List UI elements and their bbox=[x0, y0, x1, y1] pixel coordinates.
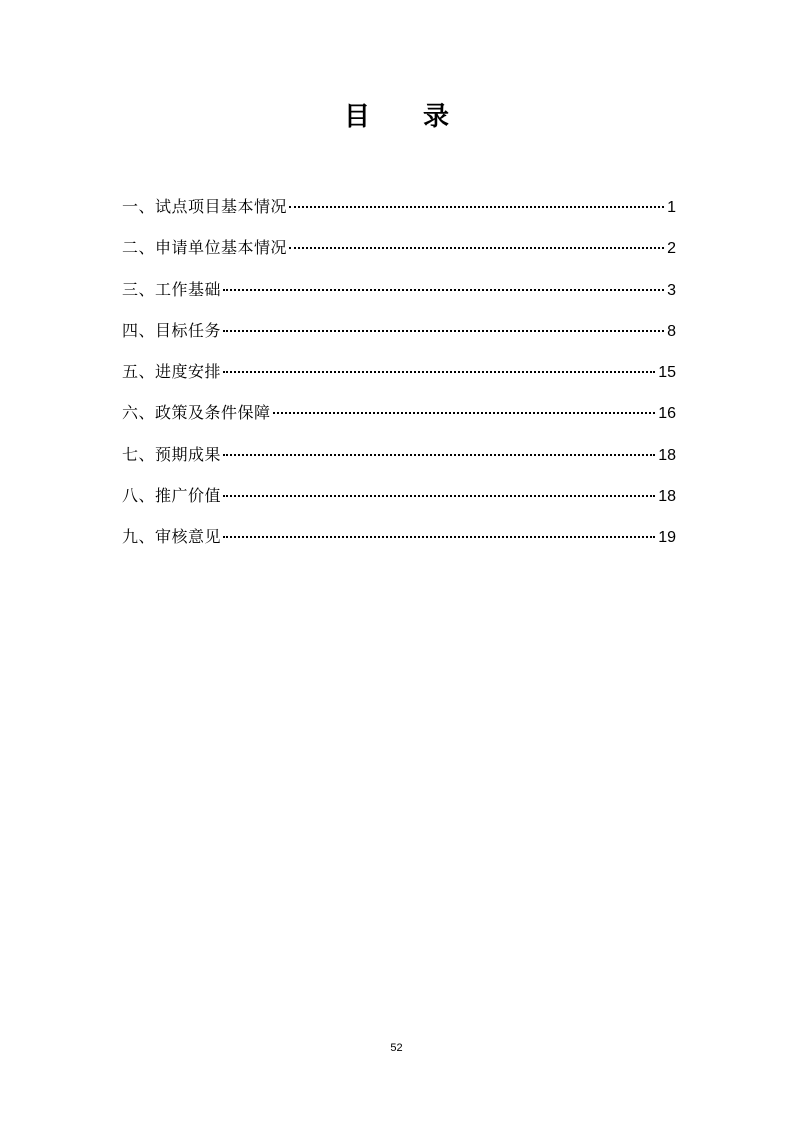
toc-entry-label: 四、目标任务 bbox=[122, 320, 222, 340]
toc-entry[interactable] bbox=[122, 400, 676, 441]
toc-entry-label: 六、政策及条件保障 bbox=[122, 403, 271, 423]
toc-dot-leader bbox=[223, 289, 664, 291]
toc-dot-leader bbox=[223, 536, 655, 538]
toc-entry[interactable] bbox=[122, 235, 676, 276]
toc-entry-page: 3 bbox=[667, 281, 676, 299]
toc-entry-label: 七、预期成果 bbox=[122, 444, 222, 464]
toc-entry[interactable] bbox=[122, 194, 676, 235]
toc-entry-page: 8 bbox=[667, 322, 676, 340]
page-number: 52 bbox=[390, 1042, 403, 1054]
toc-entry-page: 18 bbox=[658, 446, 676, 464]
toc-entry-page: 15 bbox=[658, 364, 676, 382]
toc-dot-leader bbox=[223, 454, 655, 456]
toc-entry[interactable] bbox=[122, 524, 676, 565]
toc-dot-leader bbox=[223, 371, 655, 373]
toc-entry-label: 一、试点项目基本情况 bbox=[122, 197, 288, 216]
toc-entry-label: 二、申请单位基本情况 bbox=[122, 238, 288, 258]
toc-entry-label: 三、工作基础 bbox=[122, 279, 222, 299]
toc-dot-leader bbox=[273, 412, 656, 414]
toc-dot-leader bbox=[289, 206, 664, 208]
toc-entry[interactable] bbox=[122, 442, 676, 483]
toc-entry[interactable] bbox=[122, 483, 676, 524]
table-of-contents bbox=[122, 194, 676, 566]
toc-entry[interactable] bbox=[122, 277, 676, 318]
toc-dot-leader bbox=[223, 330, 664, 332]
toc-entry-page: 2 bbox=[667, 240, 676, 258]
toc-entry-page: 1 bbox=[667, 199, 676, 216]
toc-dot-leader bbox=[223, 495, 655, 497]
toc-entry[interactable] bbox=[122, 318, 676, 359]
toc-entry-label: 五、进度安排 bbox=[122, 362, 222, 382]
toc-entry-page: 16 bbox=[658, 405, 676, 423]
page-title: 目 录 bbox=[343, 102, 472, 132]
toc-dot-leader bbox=[289, 247, 664, 249]
toc-entry-label: 九、审核意见 bbox=[122, 527, 222, 547]
toc-entry-page: 18 bbox=[658, 488, 676, 506]
toc-entry[interactable] bbox=[122, 359, 676, 400]
toc-entry-page: 19 bbox=[658, 529, 676, 547]
toc-entry-label: 八、推广价值 bbox=[122, 486, 222, 506]
